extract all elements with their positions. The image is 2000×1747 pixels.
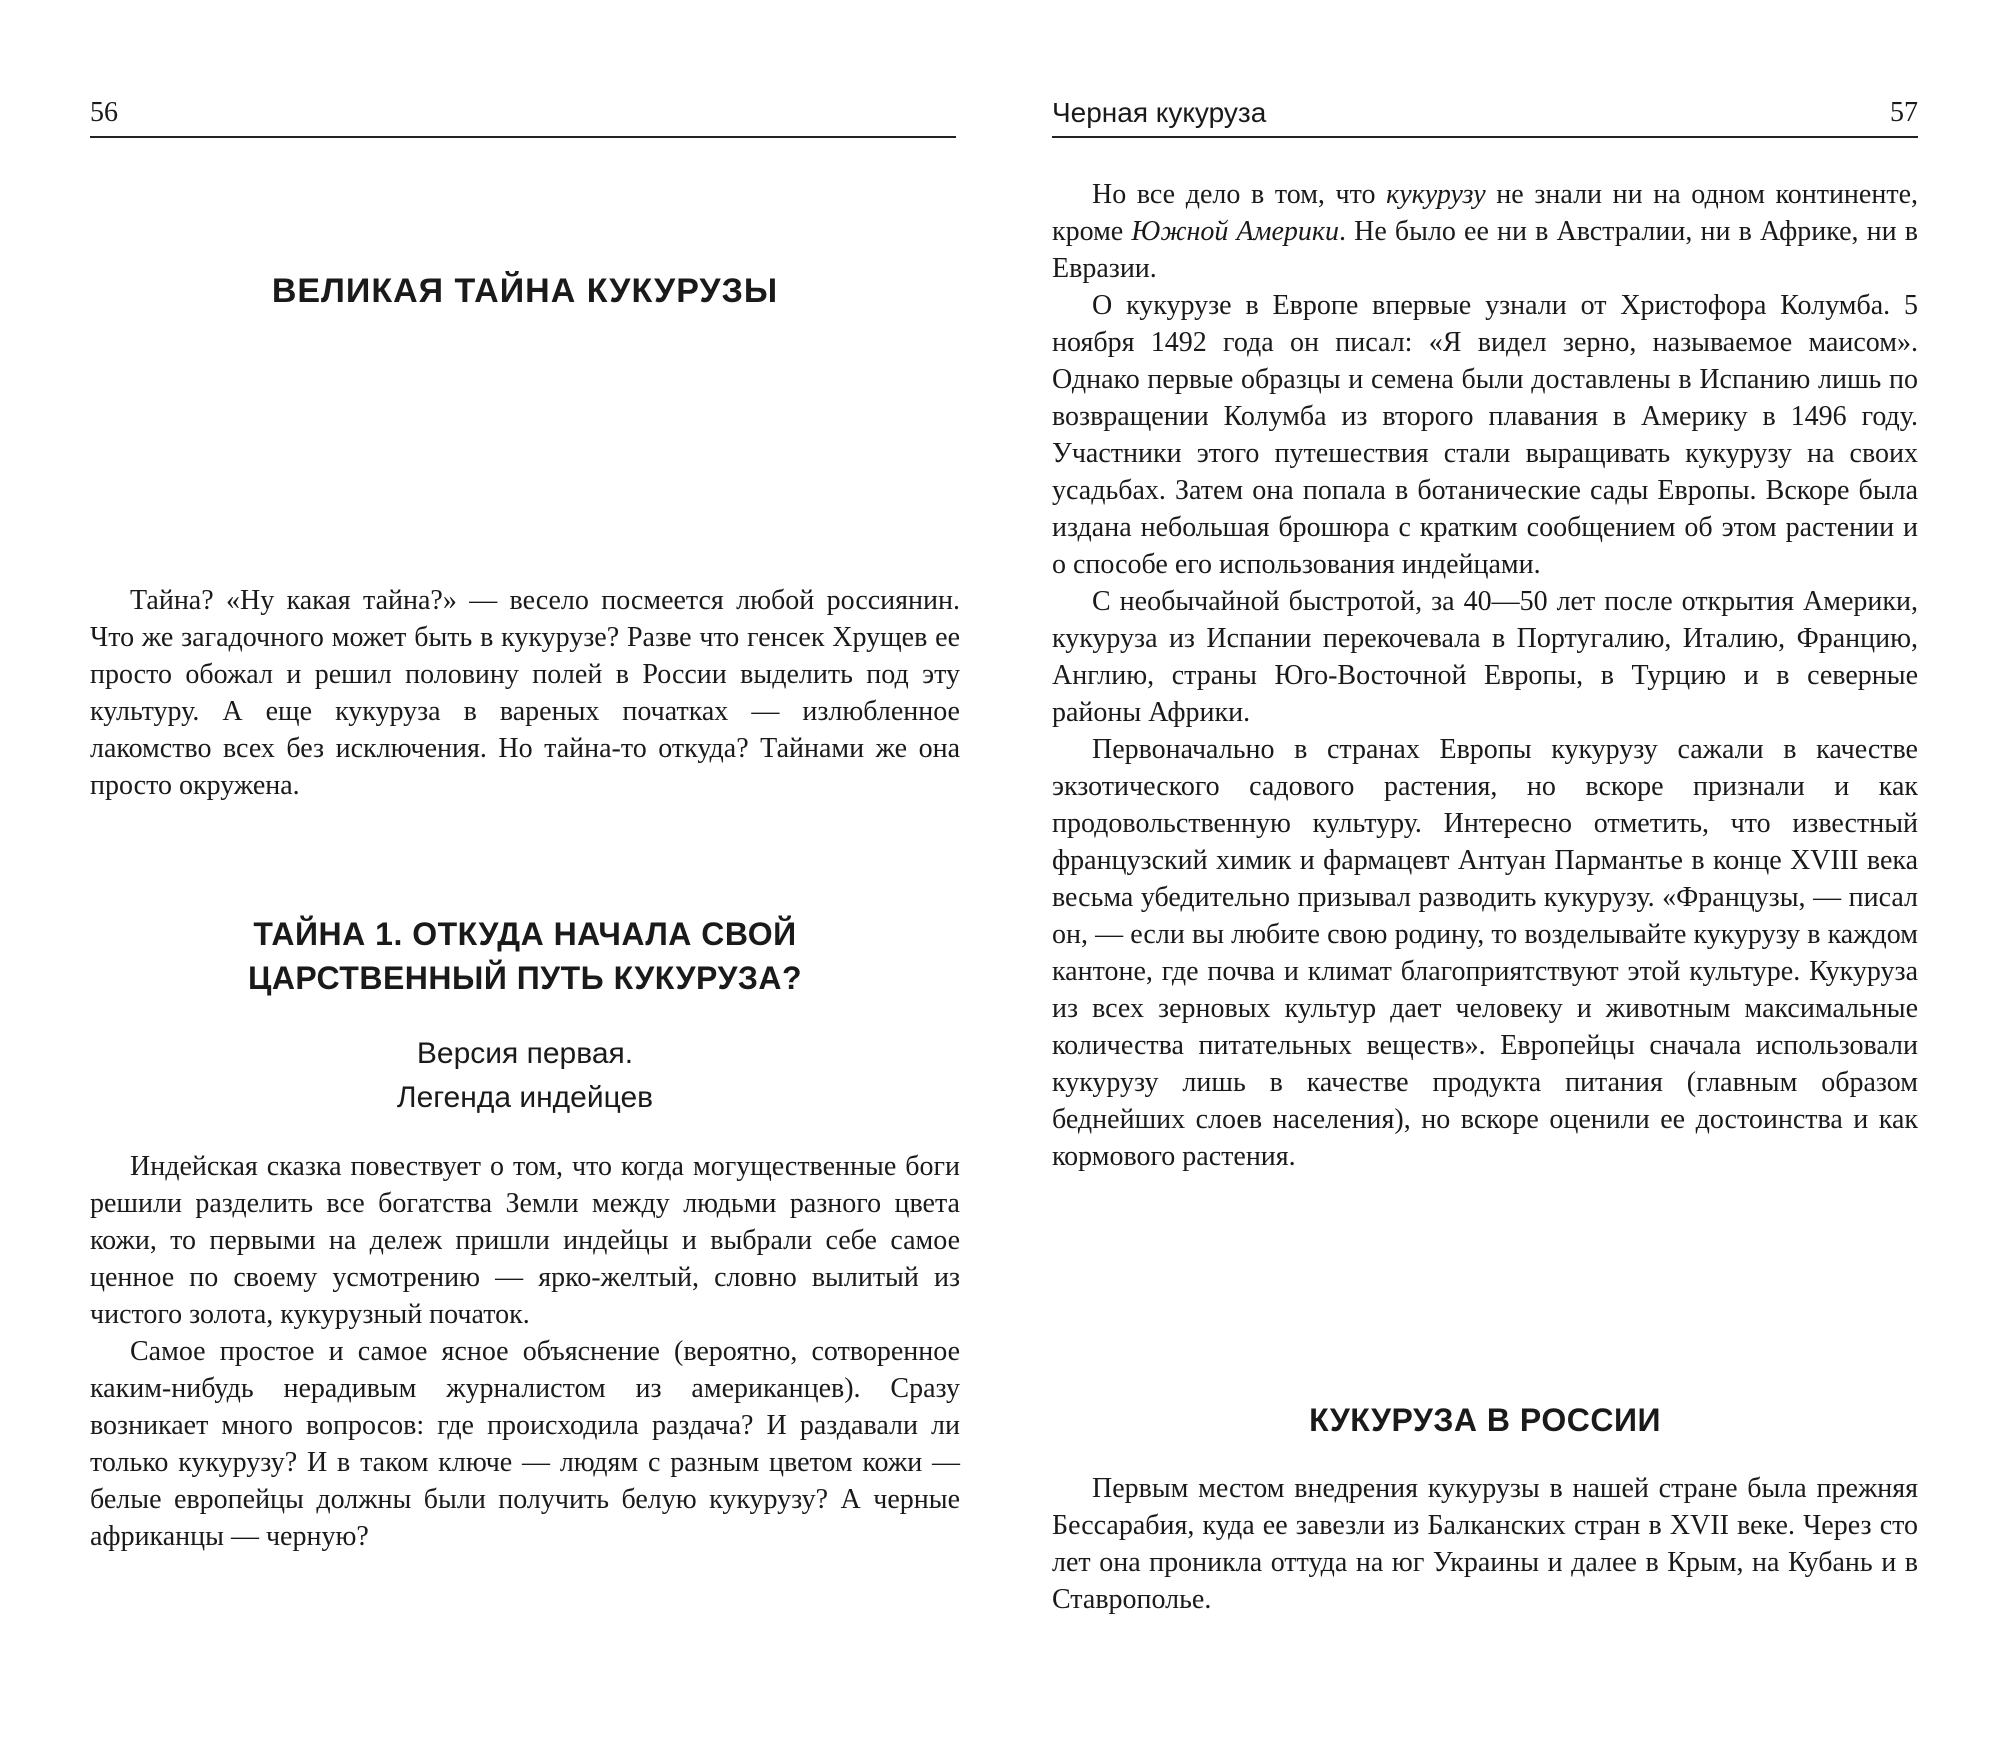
intro-text — [90, 582, 960, 804]
header-rule — [90, 136, 956, 138]
russia-text — [1052, 1470, 1918, 1618]
legend-text — [90, 1148, 960, 1555]
text-run: Но все дело в том, что — [1092, 179, 1387, 210]
header-rule — [1052, 136, 1918, 138]
paragraph: Индейская сказка повествует о том, что когда могущественные боги решили разделить все богатства Земли между людьми разного цвета кожи, то первыми на дележ пришли индейцы и выбрали себе самое ценное по своему усмотрению — ярко-желтый, словно вылитый из чистого золота, кукурузный початок. — [90, 1151, 960, 1330]
paragraph: О кукурузе в Европе впервые узнали от Христофора Колумба. 5 ноября 1492 года он писал: «Я видел зерно, называемое маисом». Однако первые образцы и семена были доставлены в Испанию лишь по возвращении Колумба из второго плавания в Америку в 1496 году. Участники этого путешествия стали выращивать кукурузу на своих усадьбах. Затем она попала в ботанические сады Европы. Вскоре была издана небольшая брошюра с кратким сообщением об этом растении и о способе его использования индейцами. — [1052, 290, 1918, 580]
subheading-line-2: Легенда индейцев — [396, 1081, 654, 1114]
page-number: 56 — [90, 97, 118, 128]
paragraph — [1052, 176, 1918, 287]
text-run: не знали ни на одном континенте, кроме — [1052, 179, 1918, 247]
italic-term: Южной Америки — [1131, 216, 1339, 247]
page-number: 57 — [1890, 97, 1918, 128]
paragraph: С необычайной быстротой, за 40—50 лет после открытия Америки, кукуруза из Испании перекочевала в Португалию, Италию, Францию, Англию, страны Юго-Восточной Европы, в Турцию и в северные районы Африки. — [1052, 586, 1918, 728]
running-title: Черная кукуруза — [1052, 97, 1267, 128]
paragraph: Первоначально в странах Европы кукурузу сажали в качестве экзотического садового растения, но вскоре признали и как продовольственную культуру. Интересно отметить, что известный французский химик и фармацевт Антуан Пармантье в конце XVIII века весьма убедительно призывал разводить кукурузу. «Французы, — писал он, — если вы любите свою родину, то возделывайте кукурузу в каждом кантоне, где почва и климат благоприятствуют этой культуре. Кукуруза из всех зерновых культур дает человеку и животным максимальные количества питательных веществ». Европейцы сначала использовали кукурузу лишь в качестве продукта питания (главным образом беднейших слоев населения), но вскоре оценили ее достоинства и как кормового растения. — [1052, 734, 1918, 1172]
right-page — [1052, 0, 1918, 1747]
chapter-title: ВЕЛИКАЯ ТАЙНА КУКУРУЗЫ — [271, 272, 779, 310]
body-text — [1052, 176, 1918, 1175]
section-heading — [90, 912, 960, 1000]
section-heading-line-2: ЦАРСТВЕННЫЙ ПУТЬ КУКУРУЗА? — [247, 960, 803, 996]
paragraph: Самое простое и самое ясное объяснение (вероятно, сотворенное каким-нибудь нерадивым журналистом из американцев). Сразу возникает много вопросов: где происходила раздача? И раздавали ли только кукурузу? И в таком ключе — людям с разным цветом кожи — белые европейцы должны были получить белую кукурузу? А черные африканцы — черную? — [90, 1336, 960, 1552]
italic-term: кукурузу — [1386, 179, 1486, 210]
section-heading-line-1: ТАЙНА 1. ОТКУДА НАЧАЛА СВОЙ — [253, 916, 797, 952]
paragraph: Тайна? «Ну какая тайна?» — весело посмеется любой россиянин. Что же загадочного может быть в кукурузе? Разве что генсек Хрущев ее просто обожал и решил половину полей в России выделить под эту культуру. А еще кукуруза в вареных початках — излюбленное лакомство всех без исключения. Но тайна-то откуда? Тайнами же она просто окружена. — [90, 585, 960, 801]
section-heading: КУКУРУЗА В РОССИИ — [1309, 1402, 1661, 1438]
text-run: . Не было ее ни в Австралии, ни в Африке, ни в Евразии. — [1052, 216, 1918, 284]
paragraph: Первым местом внедрения кукурузы в нашей стране была прежняя Бессарабия, куда ее завезли из Балканских стран в XVII веке. Через сто лет она проникла оттуда на юг Украины и далее в Крым, на Кубань и в Ставрополье. — [1052, 1473, 1918, 1615]
subheading — [90, 1032, 960, 1120]
subheading-line-1: Версия первая. — [416, 1037, 634, 1070]
left-page — [90, 0, 960, 1747]
